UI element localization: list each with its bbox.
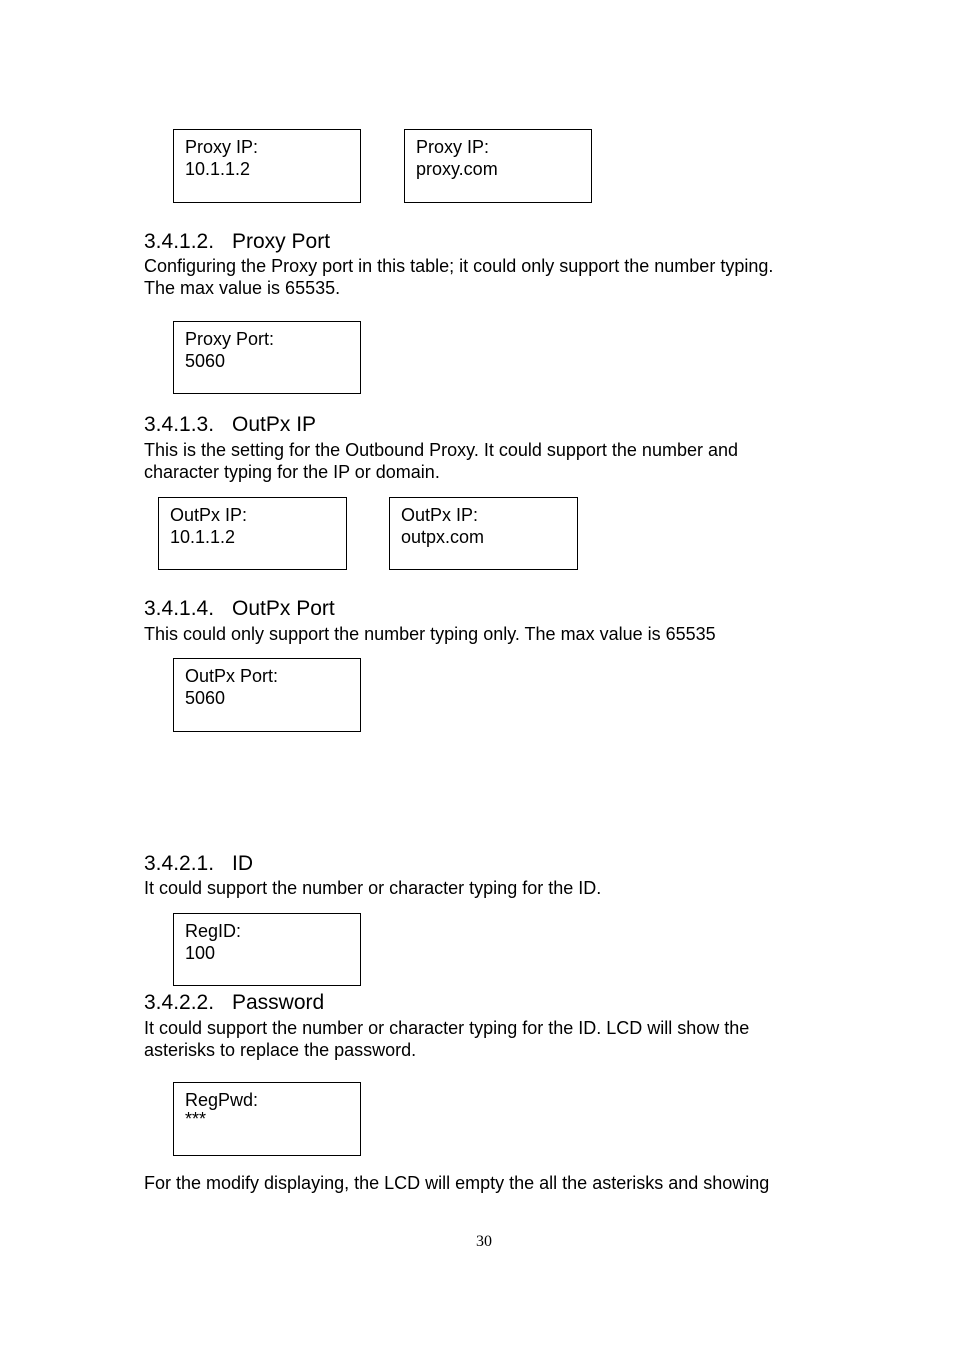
page-number: 30 [476, 1233, 492, 1250]
lcd-outpx-ip-numeric [158, 497, 347, 570]
text-line: Configuring the Proxy port in this table; it could only support the number typing. [144, 256, 774, 276]
section-number: 3.4.1.4. [144, 597, 215, 620]
lcd-value: *** [185, 1109, 207, 1129]
lcd-label: OutPx IP: [170, 505, 248, 525]
lcd-label: Proxy IP: [416, 137, 490, 157]
lcd-value: 10.1.1.2 [170, 527, 236, 547]
section-heading-id [144, 851, 253, 877]
section-number: 3.4.2.1. [144, 852, 215, 875]
text-line: asterisks to replace the password. [144, 1040, 417, 1060]
lcd-proxy-ip-numeric [173, 129, 361, 203]
section-title: Proxy Port [232, 230, 331, 253]
lcd-value: 10.1.1.2 [185, 159, 251, 179]
lcd-label: Proxy Port: [185, 329, 275, 349]
section-title: OutPx IP [232, 413, 317, 436]
section-heading-outpx-ip [144, 412, 316, 438]
lcd-value: 100 [185, 943, 216, 963]
section-text-password [144, 1017, 749, 1061]
lcd-outpx-ip-domain [389, 497, 578, 570]
text-line: It could support the number or character typing for the ID. [144, 878, 602, 898]
section-text-outpx-ip [144, 439, 738, 483]
section-heading-password [144, 990, 324, 1016]
lcd-outpx-port [173, 658, 361, 732]
lcd-value: 5060 [185, 688, 226, 708]
section-text-outpx-port [144, 623, 716, 645]
lcd-regid [173, 913, 361, 986]
section-number: 3.4.1.3. [144, 413, 215, 436]
section-title: OutPx Port [232, 597, 335, 620]
section-text-proxy-port [144, 255, 773, 299]
text-line: The max value is 65535. [144, 278, 341, 298]
section-title: Password [232, 991, 325, 1014]
lcd-proxy-ip-domain [404, 129, 592, 203]
lcd-label: RegID: [185, 921, 242, 941]
lcd-proxy-port [173, 321, 361, 394]
section-heading-outpx-port [144, 596, 335, 622]
section-heading-proxy-port [144, 229, 330, 255]
section-number: 3.4.1.2. [144, 230, 215, 253]
section-title: ID [232, 852, 253, 875]
lcd-label: RegPwd: [185, 1090, 259, 1110]
text-line: character typing for the IP or domain. [144, 462, 440, 482]
lcd-value: proxy.com [416, 159, 498, 179]
section-text-id [144, 877, 601, 899]
section-number: 3.4.2.2. [144, 991, 215, 1014]
text-line: It could support the number or character typing for the ID. LCD will show the [144, 1018, 750, 1038]
lcd-regpwd [173, 1082, 361, 1156]
lcd-value: 5060 [185, 351, 226, 371]
lcd-value: outpx.com [401, 527, 485, 547]
lcd-label: Proxy IP: [185, 137, 259, 157]
lcd-label: OutPx Port: [185, 666, 279, 686]
text-line: This could only support the number typing only. The max value is 65535 [144, 624, 716, 644]
closing-text: For the modify displaying, the LCD will empty the all the asterisks and showing [144, 1173, 770, 1193]
lcd-label: OutPx IP: [401, 505, 479, 525]
text-line: This is the setting for the Outbound Proxy. It could support the number and [144, 440, 738, 460]
